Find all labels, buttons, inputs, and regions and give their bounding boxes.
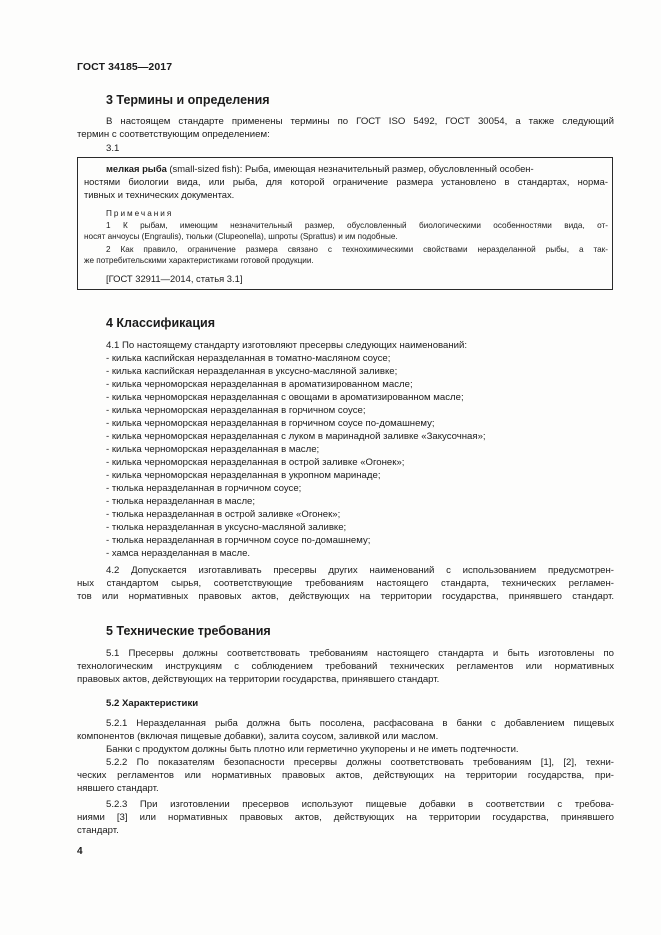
section-3-intro-line-2: термин с соответствующим определением: — [77, 129, 270, 140]
paragraph-5-2-2-line-2: ческих регламентов или нормативных правовых актов, действующих на территории государства, при- — [77, 770, 614, 781]
paragraph-5-2-3-line-1: 5.2.3 При изготовлении пресервов используют пищевые добавки в соответствии с требова- — [106, 799, 614, 810]
section-5-title: 5 Технические требования — [106, 624, 271, 638]
source-reference: [ГОСТ 32911—2014, статья 3.1] — [106, 273, 243, 284]
paragraph-4-2-line-1: 4.2 Допускается изготавливать пресервы других наименований с использованием предусмотрен- — [106, 565, 614, 576]
list-item: - тюлька неразделанная в горчичном соусе по-домашнему; — [106, 535, 371, 546]
page-number: 4 — [77, 846, 83, 857]
term-name: мелкая рыба — [106, 163, 167, 174]
list-item: - хамса неразделанная в масле. — [106, 548, 251, 559]
standard-header: ГОСТ 34185—2017 — [77, 61, 173, 73]
paragraph-5-2-3-line-3: стандарт. — [77, 825, 119, 836]
paragraph-5-2-2-line-1: 5.2.2 По показателям безопасности пресервы должны соответствовать требованиям [1], [2], техни- — [106, 757, 614, 768]
list-item: - килька черноморская неразделанная в горчичном соусе по-домашнему; — [106, 418, 435, 429]
definition-line-2: ностями биологии вида, или рыба, для которой ограничение размера установлено в стандартах, норма- — [84, 176, 608, 187]
section-3-intro-line-1: В настоящем стандарте применены термины по ГОСТ ISO 5492, ГОСТ 30054, а также следующий — [106, 116, 614, 127]
paragraph-5-1-line-1: 5.1 Пресервы должны соответствовать требованиям настоящего стандарта и быть изготовлены по — [106, 648, 614, 659]
paragraph-4-2-line-2: ных стандартом сырья, соответствующие требованиям настоящего стандарта, технических регламен- — [77, 578, 614, 589]
list-item: - килька черноморская неразделанная в масле; — [106, 444, 320, 455]
paragraph-5-2-1-line-2: компонентов (включая пищевые добавки), залита соусом, заливкой или маслом. — [77, 731, 439, 742]
list-item: - тюлька неразделанная в острой заливке «Огонек»; — [106, 509, 341, 520]
list-item: - килька черноморская неразделанная с луком в маринадной заливке «Закусочная»; — [106, 431, 486, 442]
paragraph-5-2-1-line-1: 5.2.1 Неразделанная рыба должна быть посолена, расфасована в банки с добавлением пищевых — [106, 718, 614, 729]
list-item: - килька черноморская неразделанная в горчичном соусе; — [106, 405, 366, 416]
note-1-line-1: 1 К рыбам, имеющим незначительный размер, обусловленный биологическими особенностями вида, от- — [106, 221, 608, 230]
paragraph-5-2-1-continuation: Банки с продуктом должны быть плотно или герметично укупорены и не иметь подтечности. — [106, 744, 519, 755]
section-4-title: 4 Классификация — [106, 316, 216, 330]
note-2-line-1: 2 Как правило, ограничение размера связано с технохимическими свойствами неразделанной рыбы, а так- — [106, 245, 608, 254]
subsection-5-2-title: 5.2 Характеристики — [106, 698, 199, 709]
list-item: - килька каспийская неразделанная в томатно-масляном соусе; — [106, 353, 391, 364]
definition-line-3: тивных и технических документах. — [84, 189, 235, 200]
paragraph-5-1-line-3: правовых актов, действующих на территории государства, принявшего стандарт. — [77, 674, 440, 685]
paragraph-5-2-3-line-2: ниями [3] или нормативных правовых актов, действующих на территории государства, принявшего — [77, 812, 614, 823]
list-item: - килька черноморская неразделанная в ароматизированном масле; — [106, 379, 413, 390]
list-item: - килька каспийская неразделанная в уксусно-масляной заливке; — [106, 366, 398, 377]
list-item: - килька черноморская неразделанная в укропном маринаде; — [106, 470, 381, 481]
list-item: - килька черноморская неразделанная в острой заливке «Огонек»; — [106, 457, 405, 468]
paragraph-5-1-line-2: технологическим инструкциям с соблюдением требований технических регламентов или нормативных — [77, 661, 614, 672]
list-item: - тюлька неразделанная в масле; — [106, 496, 256, 507]
section-3-title: 3 Термины и определения — [106, 93, 270, 107]
list-item: - тюлька неразделанная в горчичном соусе; — [106, 483, 302, 494]
paragraph-4-2-line-3: тов или нормативных правовых актов, действующих на территории государства, принявшего стандарт. — [77, 591, 614, 602]
term-number: 3.1 — [106, 143, 120, 154]
notes-title: Примечания — [106, 209, 174, 218]
paragraph-5-2-2-line-3: нявшего стандарт. — [77, 783, 159, 794]
definition-line-1-rest: (small-sized fish): Рыба, имеющая незначительный размер, обусловленный особен- — [166, 163, 534, 174]
paragraph-4-1: 4.1 По настоящему стандарту изготовляют пресервы следующих наименований: — [106, 340, 468, 351]
list-item: - килька черноморская неразделанная с овощами в ароматизированном масле; — [106, 392, 464, 403]
list-item: - тюлька неразделанная в уксусно-масляной заливке; — [106, 522, 347, 533]
definition-line-1 — [106, 163, 608, 176]
note-1-line-2: носят анчоусы (Engraulis), тюльки (Clupeonella), шпроты (Sprattus) и им подобные. — [84, 232, 398, 241]
term-definition-box — [77, 157, 613, 290]
note-2-line-2: же потребительскими характеристиками готовой продукции. — [84, 256, 314, 265]
